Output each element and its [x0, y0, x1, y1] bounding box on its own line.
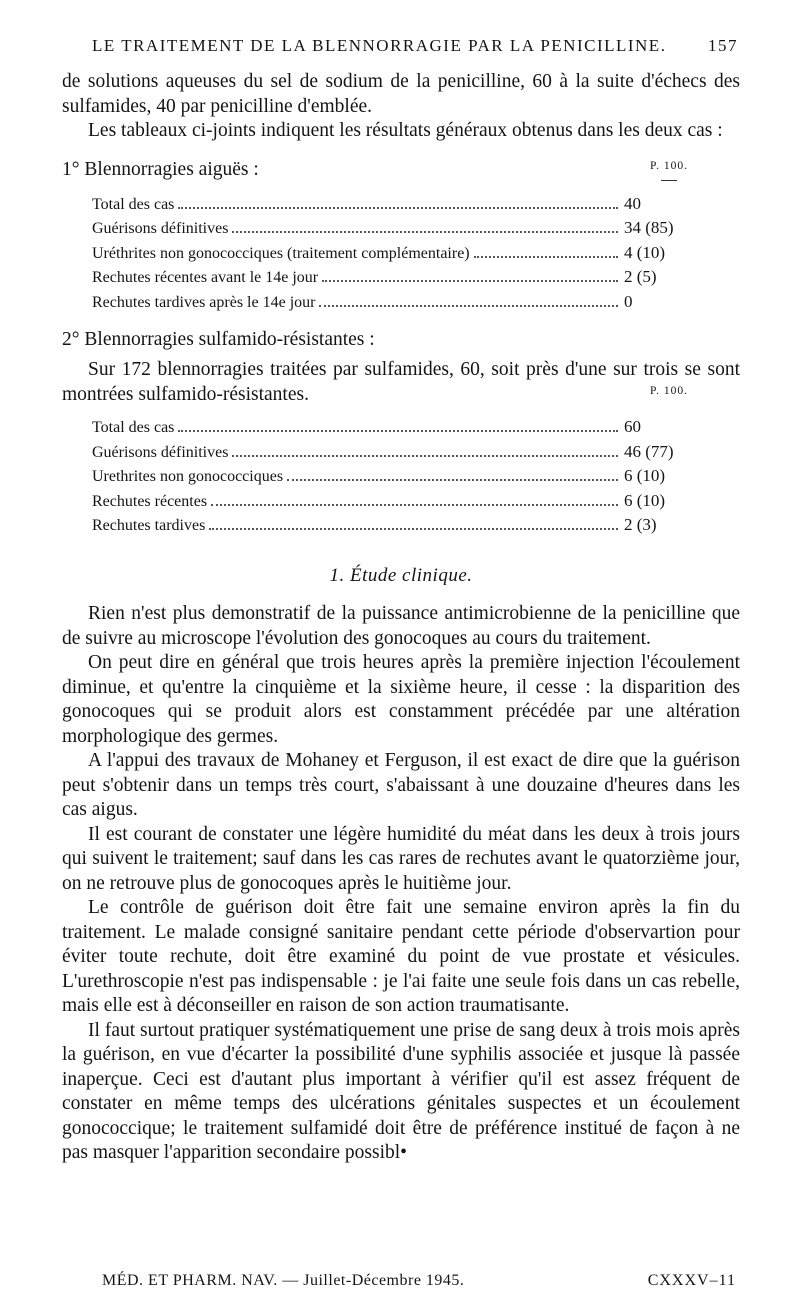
table-row — [92, 513, 686, 538]
row-label: Guérisons définitives — [92, 220, 229, 237]
table-row — [92, 192, 686, 217]
body-paragraph: Il est courant de constater une légère humidité du méat dans les deux à trois jours qui suivent le traitement; sauf dans les cas rares de rechutes avant le quatorzième jour, on ne retrouve plus de gonocoques après le huitième jour. — [62, 823, 740, 894]
row-label: Total des cas — [92, 419, 175, 436]
percent-header-rule — [661, 180, 677, 181]
dot-leader — [232, 455, 618, 457]
row-value: 60 — [624, 417, 641, 436]
dot-leader — [232, 231, 618, 233]
signature-mark: CXXXV–11 — [647, 1272, 736, 1289]
body-paragraph: Le contrôle de guérison doit être fait une semaine environ après la fin du traitement. Le malade consigné sanitaire pendant cette période d'observartion pour éviter toute rechute, doit être examiné du point de vue prostate et vésicules. L'urethroscopie n'est pas indispensable : je l'ai faite une seule fois dans un cas rebelle, mais elle est à déconseiller en raison de son action traumatisante. — [62, 897, 740, 1016]
body-paragraph: On peut dire en général que trois heures après la première injection l'écoulement diminue, et qu'entre la cinquième et la sixième heure, il cesse : la disparition des gonocoques qui se produit alors est constamment précédée par une altération morphologique des germes. — [62, 652, 740, 747]
body-paragraph: Rien n'est plus demonstratif de la puissance antimicrobienne de la penicilline que de suivre au microscope l'évolution des gonocoques au cours du traitement. — [62, 603, 740, 649]
row-label: Rechutes tardives après le 14e jour — [92, 293, 316, 311]
section-2-label: 2° Blennorragies sulfamido-résistantes : — [62, 329, 375, 350]
row-value: 6 (10) — [624, 466, 666, 485]
percent-header-label: P. 100. — [650, 159, 688, 172]
row-label: Total des cas — [92, 195, 175, 213]
percent-header — [650, 154, 688, 182]
table-row — [92, 464, 686, 489]
row-value: 4 (10) — [624, 242, 666, 262]
intro-paragraph: de solutions aqueuses du sel de sodium de la penicilline, 60 à la suite d'échecs des sulfamides, 40 par penicilline d'emblée. — [62, 71, 740, 117]
running-header — [92, 36, 738, 60]
percent-header-label: P. 100. — [650, 384, 688, 397]
row-value: 34 (85) — [624, 218, 674, 237]
table-row — [92, 440, 686, 465]
section-2-paragraph: Sur 172 blennorragies traitées par sulfamides, 60, soit près d'une sur trois se sont montrées sulfamido-résistantes. — [62, 359, 740, 405]
row-label: Guérisons définitives — [92, 443, 229, 461]
page-number: 157 — [708, 36, 738, 55]
dot-leader — [209, 528, 618, 530]
dot-leader — [322, 280, 618, 282]
table-row — [92, 216, 686, 241]
row-value: 0 — [624, 291, 633, 311]
row-value: 46 (77) — [624, 441, 674, 461]
table-row — [92, 265, 686, 290]
dot-leader — [178, 207, 618, 209]
table-row — [92, 489, 686, 514]
row-value: 2 (3) — [624, 515, 657, 534]
dot-leader — [474, 256, 618, 258]
body-text — [62, 70, 740, 1166]
table-row — [92, 290, 686, 315]
row-label: Urethrites non gonococciques — [92, 468, 284, 485]
section-1-heading — [62, 158, 740, 184]
row-label: Rechutes récentes avant le 14e jour — [92, 269, 319, 286]
dot-leader — [287, 479, 618, 481]
row-value: 6 (10) — [624, 490, 666, 510]
body-paragraph: A l'appui des travaux de Mohaney et Ferguson, il est exact de dire que la guérison peut s'obtenir dans un temps très court, s'abaissant à une douzaine d'heures dans les cas aigus. — [62, 750, 740, 820]
stats-table-resistant — [92, 415, 686, 538]
dot-leader — [211, 504, 618, 506]
table-row — [92, 241, 686, 266]
body-paragraph: Il faut surtout pratiquer systématiquement une prise de sang deux à trois mois après la guérison, en vue d'écarter la possibilité d'une syphilis associée et jusque là passée inaperçue. Ceci est d'autant plus important à vérifier qu'il est assez fréquent de constater en même temps des ulcérations génitales suspectes et un écoulement gonococcique; le traitement sulfamidé doit être de préférence institué de façon à ne pas masquer l'apparition secondaire possibl• — [62, 1019, 740, 1163]
intro-paragraph: Les tableaux ci-joints indiquent les résultats généraux obtenus dans les deux cas : — [88, 120, 723, 141]
row-value: 40 — [624, 193, 641, 213]
journal-reference: MÉD. ET PHARM. NAV. — Juillet-Décembre 1945. — [102, 1272, 465, 1289]
row-value: 2 (5) — [624, 267, 657, 286]
stats-table-acute — [92, 192, 686, 315]
dot-leader — [178, 430, 618, 432]
subsection-title: 1. Étude clinique. — [329, 564, 473, 586]
section-2-intro — [62, 358, 740, 407]
row-label: Rechutes récentes — [92, 492, 208, 510]
running-title: LE TRAITEMENT DE LA BLENNORRAGIE PAR LA PENICILLINE. — [92, 36, 667, 55]
section-1-label: 1° Blennorragies aiguës : — [62, 158, 259, 180]
section-2-heading — [62, 328, 740, 354]
page-footer — [102, 1272, 736, 1294]
row-label: Rechutes tardives — [92, 517, 206, 534]
table-row — [92, 415, 686, 440]
row-label: Uréthrites non gonococciques (traitement complémentaire) — [92, 244, 470, 262]
dot-leader — [319, 305, 618, 307]
